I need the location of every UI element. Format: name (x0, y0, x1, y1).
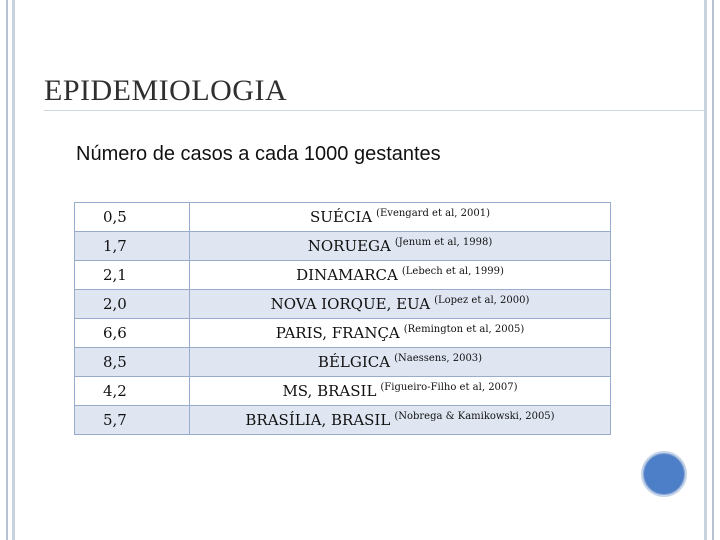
location-name: MS, BRASIL (282, 382, 377, 400)
case-rate: 4,2 (75, 377, 190, 406)
location-cell (190, 290, 611, 319)
case-rate: 2,0 (75, 290, 190, 319)
reference-citation: (Lopez et al, 2000) (434, 295, 530, 306)
left-decorative-bar (6, 0, 8, 540)
reference-citation: (Evengard et al, 2001) (376, 208, 491, 219)
reference-citation: (Lebech et al, 1999) (401, 266, 504, 277)
location-name: NOVA IORQUE, EUA (270, 295, 431, 313)
location-cell (190, 232, 611, 261)
table-row (75, 406, 611, 435)
table-row (75, 290, 611, 319)
reference-citation: (Figueiro-Filho et al, 2007) (380, 382, 518, 393)
decorative-circle-icon (641, 451, 687, 497)
table-row (75, 319, 611, 348)
location-name: BÉLGICA (317, 353, 391, 371)
table-row (75, 348, 611, 377)
location-cell (190, 406, 611, 435)
location-cell (190, 203, 611, 232)
reference-citation: (Nobrega & Kamikowski, 2005) (394, 411, 555, 422)
right-decorative-bar (712, 0, 714, 540)
case-rate: 1,7 (75, 232, 190, 261)
table-row (75, 261, 611, 290)
table-row (75, 377, 611, 406)
location-cell (190, 348, 611, 377)
title-divider (44, 110, 704, 111)
case-rate: 6,6 (75, 319, 190, 348)
case-rate: 2,1 (75, 261, 190, 290)
case-rate: 8,5 (75, 348, 190, 377)
reference-citation: (Jenum et al, 1998) (394, 237, 493, 248)
slide-subtitle: Número de casos a cada 1000 gestantes (76, 143, 441, 165)
location-cell (190, 377, 611, 406)
reference-citation: (Naessens, 2003) (394, 353, 483, 364)
slide-title: EPIDEMIOLOGIA (44, 74, 288, 107)
case-rate: 0,5 (75, 203, 190, 232)
table-row (75, 232, 611, 261)
location-name: BRASÍLIA, BRASIL (245, 411, 391, 429)
location-name: DINAMARCA (296, 266, 398, 284)
location-cell (190, 261, 611, 290)
left-decorative-bar-inner (12, 0, 15, 540)
case-rate: 5,7 (75, 406, 190, 435)
epidemiology-table (74, 202, 611, 435)
location-cell (190, 319, 611, 348)
table-row (75, 203, 611, 232)
right-decorative-bar-inner (704, 0, 707, 540)
location-name: SUÉCIA (309, 208, 373, 226)
location-name: NORUEGA (307, 237, 391, 255)
location-name: PARIS, FRANÇA (275, 324, 400, 342)
reference-citation: (Remington et al, 2005) (403, 324, 525, 335)
